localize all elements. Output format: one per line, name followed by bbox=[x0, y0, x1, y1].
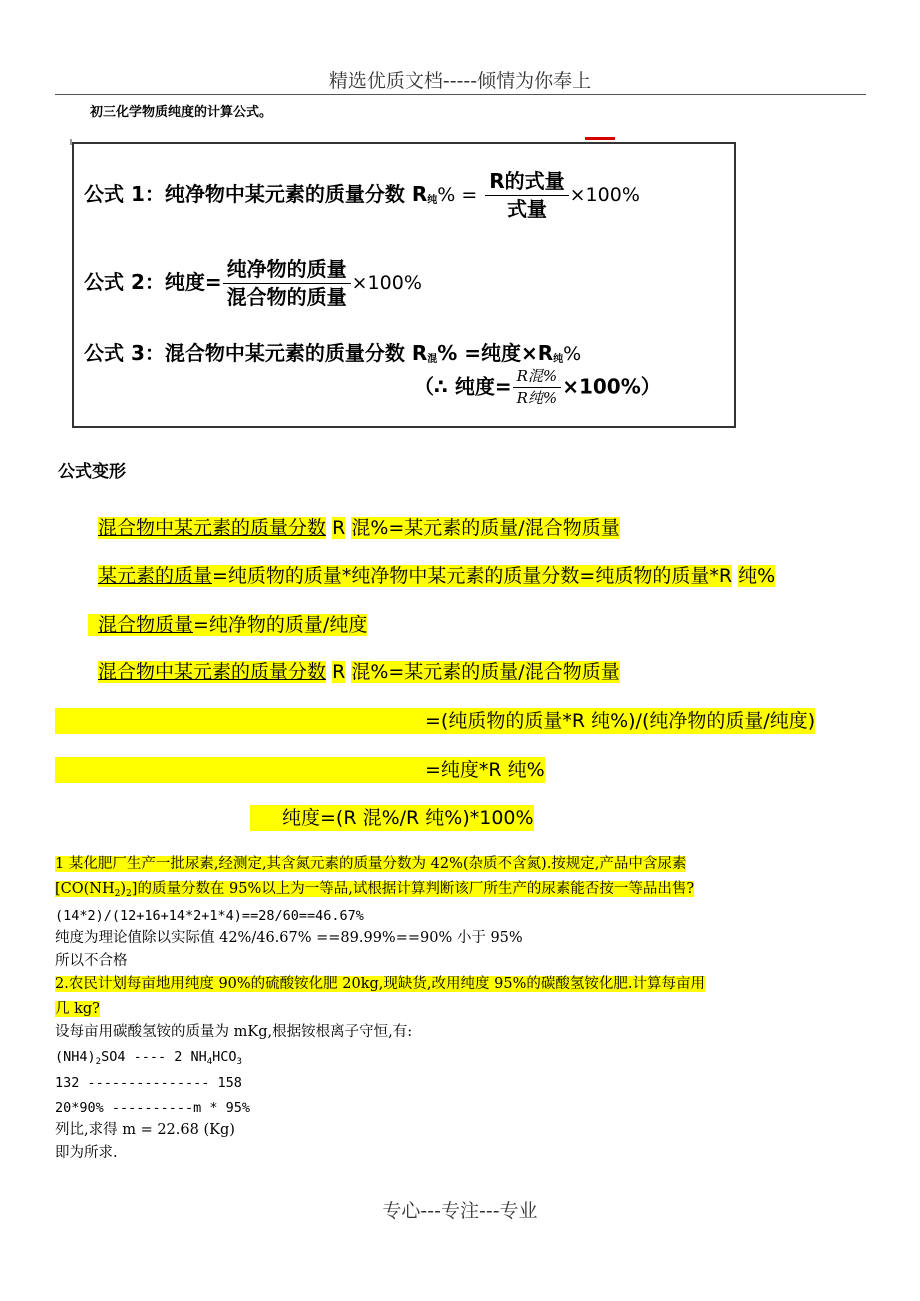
formula-1-fraction bbox=[485, 170, 568, 221]
problem-1-conclusion: 所以不合格 bbox=[55, 953, 128, 969]
problem-2-equation-3: 20*90% ----------m * 95% bbox=[55, 1100, 251, 1116]
variant-line-3-term: 混合物质量 bbox=[88, 614, 193, 636]
variant-line-4-mix: 混% bbox=[351, 661, 389, 683]
problem-1-text-2: ]的质量分数在 95%以上为一等品,试根据计算判断该厂所生产的尿素能否按一等品出售? bbox=[131, 881, 695, 897]
formula-4 bbox=[414, 368, 661, 408]
variant-line-1-mix: 混% bbox=[351, 517, 389, 539]
problem-2-equation-2: 132 --------------- 158 bbox=[55, 1075, 242, 1091]
header-divider bbox=[55, 94, 866, 95]
problem-1-formula-b: ) bbox=[120, 881, 127, 897]
formula-4-label: （∴ 纯度= bbox=[414, 374, 512, 399]
formula-1-pct: % = bbox=[437, 184, 478, 206]
variant-line-4 bbox=[98, 659, 620, 685]
problem-2-setup: 设每亩用碳酸氢铵的质量为 mKg,根据铵根离子守恒,有: bbox=[55, 1024, 413, 1040]
variant-line-6: =纯度*R 纯% bbox=[425, 759, 545, 781]
formula-2-numerator: 纯净物的质量 bbox=[223, 258, 351, 284]
problem-2-eq1-b: SO4 ---- 2 NH bbox=[101, 1049, 207, 1065]
problem-2-result: 列比,求得 m = 22.68 (Kg) bbox=[55, 1122, 235, 1138]
problem-2-eq1-sub2: 4 bbox=[206, 1057, 213, 1067]
variant-line-3 bbox=[88, 612, 367, 638]
variant-line-1-term: 混合物中某元素的质量分数 bbox=[98, 517, 327, 539]
page-footer: 专心---专注---专业 bbox=[382, 1200, 538, 1222]
problem-2-eq1-sub: 2 bbox=[95, 1057, 102, 1067]
formula-3 bbox=[84, 337, 581, 366]
variant-line-1 bbox=[98, 515, 620, 541]
variant-line-2-rest: =纯质物的质量*纯净物中某元素的质量分数=纯质物的质量*R bbox=[212, 565, 733, 587]
problem-1-calc: (14*2)/(12+16+14*2+1*4)==28/60==46.67% bbox=[55, 908, 364, 924]
variant-line-2-tail: 纯% bbox=[738, 565, 776, 587]
formula-1-tail: ×100% bbox=[569, 184, 640, 206]
problem-1-line-1 bbox=[55, 853, 686, 875]
formula-4-numerator: R混% bbox=[513, 368, 562, 388]
variant-line-2 bbox=[98, 563, 775, 589]
problem-2-eq1-c: HCO bbox=[212, 1049, 237, 1065]
formula-2-label: 公式 2：纯度= bbox=[84, 270, 222, 294]
formula-3-label: 公式 3：混合物中某元素的质量分数 R bbox=[84, 341, 428, 365]
problem-1-line-2 bbox=[55, 878, 694, 905]
formula-3-mid: % =纯度×R bbox=[437, 341, 554, 365]
formula-4-denominator: R纯% bbox=[516, 389, 558, 408]
formula-1 bbox=[84, 170, 640, 221]
formula-2-tail: ×100% bbox=[351, 272, 422, 294]
formula-2 bbox=[84, 258, 422, 309]
problem-1-formula-a: [CO(NH bbox=[55, 881, 115, 897]
formula-1-numerator: R的式量 bbox=[485, 170, 568, 196]
formula-2-denominator: 混合物的质量 bbox=[226, 285, 347, 309]
variant-line-4-term: 混合物中某元素的质量分数 bbox=[98, 661, 327, 683]
formula-1-denominator: 式量 bbox=[506, 197, 547, 221]
red-scan-mark bbox=[585, 137, 615, 140]
variants-heading: 公式变形 bbox=[58, 462, 126, 482]
variant-line-1-rest: =某元素的质量/混合物质量 bbox=[388, 517, 620, 539]
problem-1-text-1: 1 某化肥厂生产一批尿素,经测定,其含氮元素的质量分数为 42%(杂质不含氮).按规定,产品中含尿素 bbox=[55, 856, 687, 872]
problem-2-eq1-sub3: 3 bbox=[236, 1057, 242, 1067]
formula-1-label: 公式 1：纯净物中某元素的质量分数 R bbox=[84, 182, 428, 206]
formula-image-box bbox=[72, 142, 736, 428]
formula-4-tail: ×100%） bbox=[562, 374, 661, 399]
formula-4-fraction bbox=[513, 368, 562, 408]
variant-line-7: 纯度=(R 混%/R 纯%)*100% bbox=[250, 805, 534, 831]
formula-3-tail: % bbox=[563, 343, 582, 365]
variant-line-5: =(纯质物的质量*R 纯%)/(纯净物的质量/纯度) bbox=[425, 710, 816, 732]
problem-2-equation-1 bbox=[55, 1046, 242, 1073]
formula-3-sub2: 纯 bbox=[553, 354, 564, 365]
problem-2-text-2: 几 kg? bbox=[55, 1001, 100, 1017]
variant-line-4-r: R bbox=[332, 661, 346, 683]
problem-1-sub-1: 2 bbox=[114, 889, 121, 899]
formula-1-sub: 纯 bbox=[427, 195, 438, 206]
variant-line-2-term: 某元素的质量 bbox=[98, 565, 213, 587]
problem-2-text-1: 2.农民计划每亩地用纯度 90%的硫酸铵化肥 20kg,现缺货,改用纯度 95%的碳酸氢铵化肥.计算每亩用 bbox=[55, 976, 705, 992]
formula-3-sub: 混 bbox=[427, 354, 438, 365]
page-header-title: 精选优质文档-----倾情为你奉上 bbox=[328, 70, 592, 92]
problem-2-eq1-a: (NH4) bbox=[55, 1049, 96, 1065]
variant-line-1-r: R bbox=[332, 517, 346, 539]
highlight-bar-6 bbox=[55, 757, 425, 783]
problem-1-sub-2: 2 bbox=[126, 889, 132, 899]
problem-2-line-1 bbox=[55, 973, 705, 995]
problem-2-line-2 bbox=[55, 998, 100, 1020]
problem-1-purity: 纯度为理论值除以实际值 42%/46.67% ==89.99%==90% 小于 95% bbox=[55, 930, 523, 946]
document-subtitle: 初三化学物质纯度的计算公式。 bbox=[90, 105, 273, 120]
highlight-bar-5 bbox=[55, 708, 425, 734]
variant-line-3-rest: =纯净物的质量/纯度 bbox=[193, 614, 368, 636]
problem-2-end: 即为所求. bbox=[55, 1145, 118, 1161]
formula-2-fraction bbox=[223, 258, 351, 309]
variant-line-4-rest: =某元素的质量/混合物质量 bbox=[388, 661, 620, 683]
